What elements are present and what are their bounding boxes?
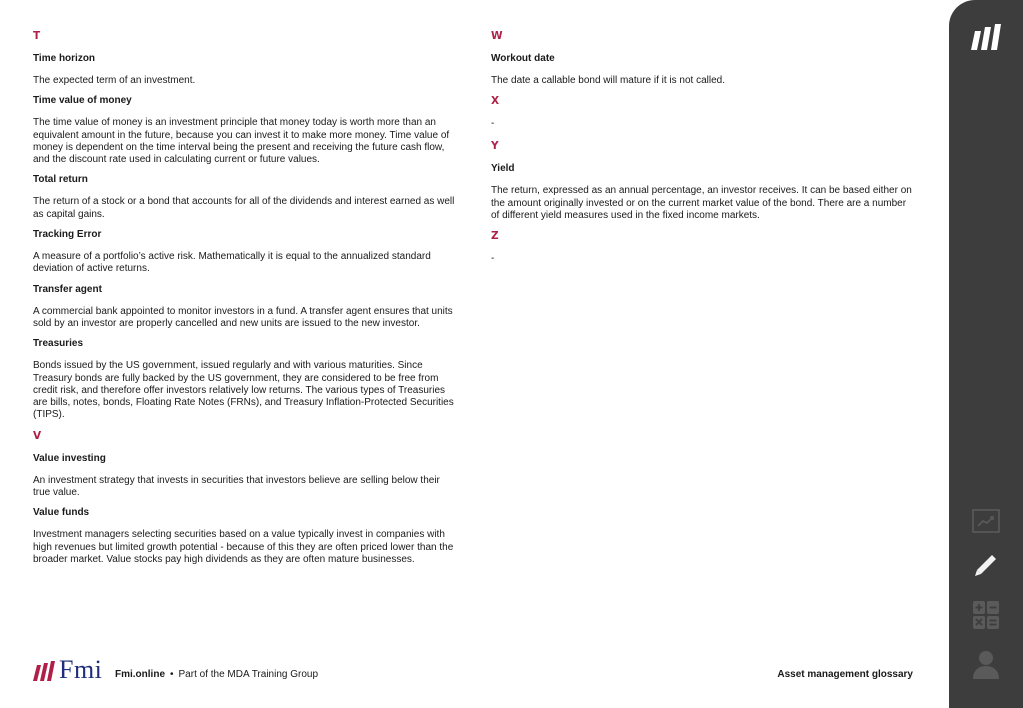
- term-definition: The time value of money is an investment principle that money today is worth more than an equivalent amount in the future, because you can invest it to make more money. Time value of money is dependent on the time interval being the present and receiving the future cash flow, and the discount rate used in calculating current or future values.: [33, 117, 450, 166]
- footer-brand-line: [115, 669, 318, 681]
- term-title: Tracking Error: [33, 229, 102, 241]
- term-title: Treasuries: [33, 338, 84, 350]
- empty-section-placeholder: -: [491, 253, 495, 265]
- term-title: Workout date: [491, 53, 555, 64]
- term-definition: The date a callable bond will mature if it is not called.: [491, 75, 726, 86]
- term-definition: A measure of a portfolio’s active risk. Mathematically it is equal to the annualized standard deviation of active returns.: [33, 251, 431, 275]
- section-letter-t: T: [33, 30, 41, 42]
- section-letter-w: W: [491, 30, 503, 42]
- document-title: Asset management glossary: [777, 669, 913, 680]
- term-definition: An investment strategy that invests in securities that investors believe are selling below their true value.: [33, 474, 440, 499]
- term-title: Time horizon: [33, 53, 96, 64]
- term-definition: The expected term of an investment.: [33, 75, 196, 86]
- fmi-logo-bars-icon: [33, 661, 55, 681]
- calculator-icon[interactable]: [972, 600, 1000, 630]
- fmi-logo-icon[interactable]: [971, 24, 1001, 50]
- term-definition: Bonds issued by the US government, issued regularly and with various maturities. Since Treasury bonds are fully backed by the US government, they are considered to be free from credit risk, and therefore offer investors relatively low returns. The various types of Treasuries are bills, notes, bonds, Floating Rate Notes (FRNs), and Treasury Inflation-Protected Securities (TIPS).: [33, 360, 454, 421]
- term-title: Time value of money: [33, 95, 132, 107]
- term-definition: The return, expressed as an annual percentage, an investor receives. It can be based either on the amount originally invested or on the current market value of the bond. There are a number of different yield measures used in the fixed income markets.: [491, 185, 912, 221]
- term-title: Value funds: [33, 507, 90, 519]
- fmi-logo[interactable]: [33, 655, 103, 684]
- section-letter-x: X: [491, 95, 500, 108]
- footer-bullet: •: [170, 669, 174, 680]
- term-title: Value investing: [33, 452, 106, 464]
- footer-tagline: Part of the MDA Training Group: [178, 669, 319, 680]
- pencil-icon[interactable]: [973, 552, 999, 578]
- term-title: Yield: [491, 163, 515, 175]
- term-title: Transfer agent: [33, 283, 102, 295]
- chart-icon[interactable]: [972, 509, 1000, 533]
- empty-section-placeholder: -: [491, 118, 495, 130]
- user-icon[interactable]: [972, 650, 1000, 680]
- glossary-left-column: [33, 30, 458, 574]
- term-definition: The return of a stock or a bond that accounts for all of the dividends and interest earned as well as capital gains.: [33, 196, 455, 220]
- term-definition: Investment managers selecting securities based on a value typically invest in companies with high revenues but limited growth potential - because of this they are often priced lower than the broader market. Value stocks pay high dividends as they are often mature businesses.: [33, 529, 454, 565]
- section-letter-y: Y: [491, 140, 499, 153]
- section-letter-z: Z: [491, 230, 499, 243]
- term-definition: A commercial bank appointed to monitor investors in a fund. A transfer agent ensures that units sold by an investor are properly cancelled and new units are issued to the new investor.: [33, 305, 453, 329]
- section-letter-v: V: [33, 429, 42, 442]
- page-footer: [33, 655, 913, 689]
- term-title: Total return: [33, 174, 88, 186]
- glossary-right-column: [491, 30, 916, 275]
- footer-brand[interactable]: Fmi.online: [115, 669, 165, 680]
- fmi-logo-wordmark: Fmi: [59, 655, 103, 684]
- tool-sidebar: [949, 0, 1023, 708]
